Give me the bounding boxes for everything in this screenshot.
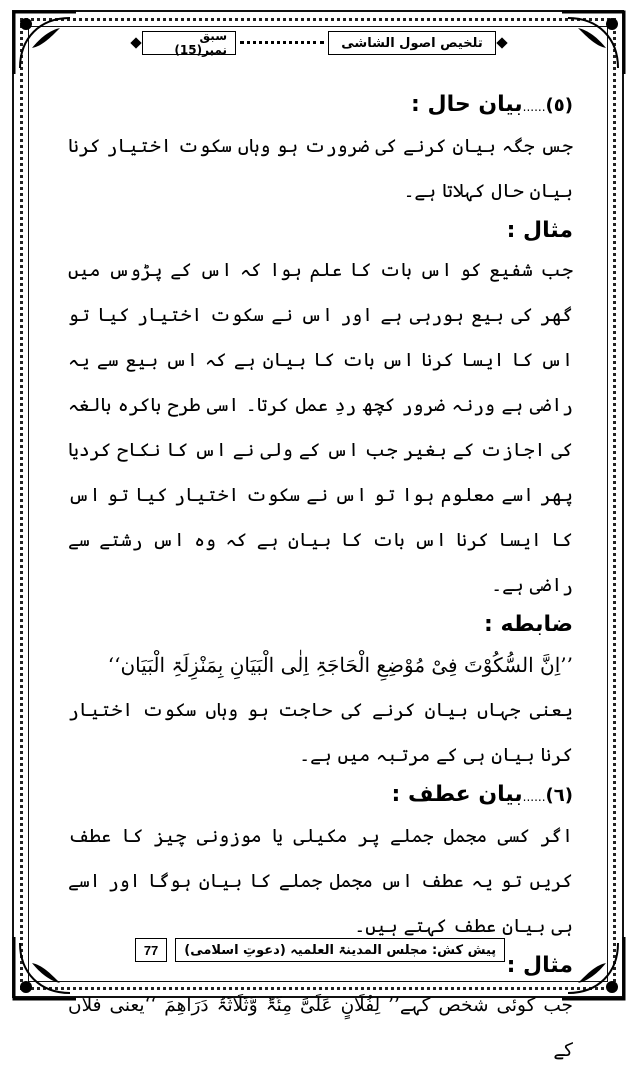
page-header: [130, 30, 508, 56]
section-title: بیان حال: [427, 92, 523, 117]
diamond-ornament-icon: [496, 37, 507, 48]
paragraph-example: جب شفیع کو اس بات کا علم ہوا کہ اس کے پڑوس میں گھر کی بیع ہورہی ہے اور اس نے سکوت اختیار کیا تو اس کا ایسا کرنا اس بات کا بیان ہے کہ اس بیع سے یہ راضی ہے ورنہ ضرور کچھ ردِ عمل کرتا۔ اسی طرح باکرہ بالغہ کی اجازت کے بغیر جب اس کے ولی نے اس کا نکاح کردیا پھر اسے معلوم ہوا تو اس نے سکوت اختیار کیا تو اس کا ایسا کرنا اس بات کا بیان ہے کہ وہ اس رشتے سے راضی ہے۔: [68, 260, 573, 596]
heading-colon: :: [483, 612, 493, 637]
book-title: تلخيص اصول الشاشی: [328, 31, 496, 55]
paragraph-example: جب کوئی شخص کہے’’ لِفُلَانٍ عَلَیَّ مِئَۃٌ وَّثَلَاثَۃُ دَرَاھِمَ ‘‘یعنی فلاں کے: [68, 995, 573, 1061]
heading-colon: :: [506, 218, 516, 243]
heading-colon: :: [411, 92, 420, 117]
section-number: (٦): [545, 785, 573, 806]
page-footer: [143, 937, 497, 963]
example-title: مثال: [523, 953, 573, 978]
heading-colon: :: [391, 782, 401, 807]
publisher-label: پیش کش: مجلس المدینۃ العلمیہ (دعوتِ اسلامی): [175, 938, 505, 962]
rule-heading: [68, 608, 573, 642]
heading-colon: :: [506, 953, 516, 978]
heading-dots: ......: [522, 100, 546, 114]
corner-ornament-icon: [10, 8, 80, 78]
heading-dots: ......: [522, 790, 546, 804]
section-heading-bayan-hal: [68, 88, 573, 124]
page-number: 77: [135, 938, 167, 962]
section-title: بیان عطف: [408, 782, 523, 807]
section-number: (٥): [545, 95, 573, 116]
paragraph-bayan-atf: اگر کسی مجمل جملے پر مکیلی یا موزونی چیز کا عطف کریں تو یہ عطف اس مجمل جملے کا بیان ہوگا اور اسے ہی بیان عطف کہتے ہیں۔: [68, 826, 573, 937]
lesson-number: سبق نمبر(15): [142, 31, 236, 55]
header-divider: [240, 41, 324, 46]
page-content: [68, 88, 573, 1073]
rule-title: ضابطه: [500, 612, 573, 637]
paragraph-rule: یعنی جہاں بیان کرنے کی حاجت ہو وہاں سکوت اختیار کرنا بیان ہی کے مرتبہ میں ہے۔: [68, 700, 573, 766]
example-title: مثال: [523, 218, 573, 243]
arabic-quote: ’’اِنَّ السُّکُوْتَ فِیْ مُوْضِعِ الْحَاجَۃِ اِلٰی الْبَیَانِ بِمَنْزِلَۃِ الْبَیَان‘‘: [107, 653, 573, 677]
section-heading-bayan-atf: [68, 778, 573, 814]
corner-ornament-icon: [558, 8, 628, 78]
paragraph-bayan-hal: جس جگہ بیان کرنے کی ضرورت ہو وہاں سکوت اختیار کرنا بیان حال کہلاتا ہے۔: [68, 136, 573, 202]
example-heading: [68, 214, 573, 248]
diamond-ornament-icon: [130, 37, 141, 48]
